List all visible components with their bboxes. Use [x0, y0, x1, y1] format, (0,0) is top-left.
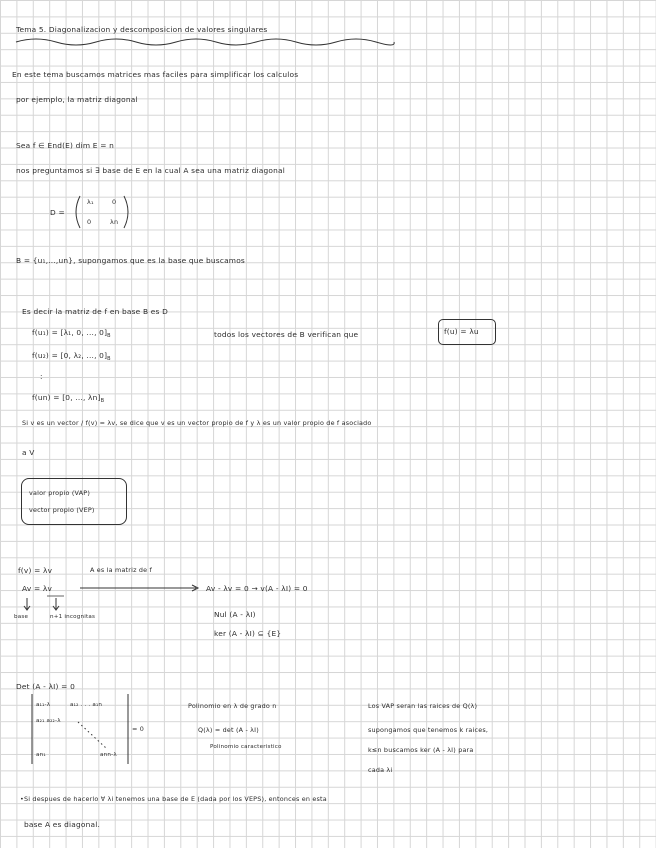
matrix-intro: Es decir la matriz de f en base B es D: [22, 307, 169, 316]
det-equation: Det (A - λI) = 0: [16, 682, 76, 691]
av-equation: Av = λv: [22, 584, 53, 593]
d-matrix-right-paren: [124, 196, 128, 228]
eigen-equation-boxed: f(u) = λu: [444, 327, 479, 336]
intro-line-2: por ejemplo, la matriz diagonal: [16, 95, 138, 104]
conclusion-line-2: base A es diagonal.: [24, 820, 101, 829]
eigen-def-line-1: Si v es un vector / f(v) = λv, se dice que v es un vector propio de f y λ es un valor propio de f asociado: [22, 419, 372, 427]
conclusion-line-1: •Si despues de hacerlo ∀ λi tenemos una base de E (dada por los VEPS), entonces en esta: [20, 795, 327, 803]
f-v-equation: f(v) = λv: [18, 566, 53, 575]
eigen-def-line-2: a V: [22, 448, 35, 457]
det-matrix-bl: an₁: [36, 752, 46, 758]
d-matrix-r1c1: λ₁: [87, 198, 94, 206]
matrix-row-n: f(un) = [0, ..., $\lambda n]_B$: [32, 393, 105, 404]
poly-line-2: Q(λ) = det (A - λI): [198, 726, 259, 734]
vap-roots-line-2: supongamos que tenemos k raices,: [368, 726, 489, 734]
det-diagonal-dots: [78, 722, 106, 748]
subscript-b: B: [107, 356, 111, 362]
d-label: D =: [50, 208, 65, 217]
poly-line-3: Polinomio caracteristico: [210, 744, 282, 750]
det-matrix-tl: a₁₁-λ: [36, 702, 51, 708]
question-line: nos preguntamos si ∃ base de E en la cual A sea una matriz diagonal: [16, 166, 285, 175]
page-title: Tema 5. Diagonalizacion y descomposicion de valores singulares: [16, 25, 268, 34]
base-label: base: [14, 614, 29, 620]
vap-vep-box: [21, 478, 127, 525]
d-matrix-r2c2: λn: [110, 218, 119, 226]
vap-label: valor propio (VAP): [29, 489, 91, 497]
ker-line: ker (A - λI) ⊆ {E}: [214, 629, 282, 638]
incognitas-label: n+1 incognitas: [50, 614, 96, 620]
a-matrix-note: A es la matriz de f: [90, 566, 152, 574]
det-eq-zero: = 0: [132, 725, 145, 733]
subscript-b: B: [107, 333, 111, 339]
intro-line-1: En este tema buscamos matrices mas faciles para simplificar los calculos: [12, 70, 299, 79]
det-matrix-r2: a₂₁ a₂₂-λ: [36, 718, 61, 724]
d-matrix-r1c2: 0: [112, 198, 117, 206]
vep-label: vector propio (VEP): [29, 506, 95, 514]
det-matrix-br: ann-λ: [100, 752, 117, 758]
vap-roots-line-4: cada λi: [368, 766, 393, 774]
nul-line: Nul (A - λI): [214, 610, 256, 619]
title-wave-underline: [16, 39, 394, 45]
basis-line: B = {u₁,...,un}, supongamos que es la base que buscamos: [16, 256, 245, 265]
arrow-result: Av - λv = 0 → v(A - λI) = 0: [206, 584, 308, 593]
vap-roots-line-3: k≤n buscamos ker (A - λI) para: [368, 746, 474, 754]
sea-line: Sea f ∈ End(E) dim E = n: [16, 141, 115, 150]
vap-roots-line-1: Los VAP seran las raices de Q(λ): [368, 702, 478, 710]
det-matrix-r1: a₁₂ . . . a₁n: [70, 702, 103, 708]
d-matrix-left-paren: [76, 196, 80, 228]
vectors-note: todos los vectores de B verifican que: [214, 330, 359, 339]
matrix-row-dots: :: [40, 372, 43, 381]
matrix-row-2: f(u₂) = [0, λ₂, ..., $0]_B$: [32, 351, 111, 362]
d-matrix-r2c1: 0: [87, 218, 92, 226]
subscript-b: B: [100, 398, 105, 404]
poly-line-1: Polinomio en λ de grado n: [188, 702, 277, 710]
matrix-row-1: f(u₁) = [λ₁, 0, ..., $0]_B$: [32, 328, 111, 339]
